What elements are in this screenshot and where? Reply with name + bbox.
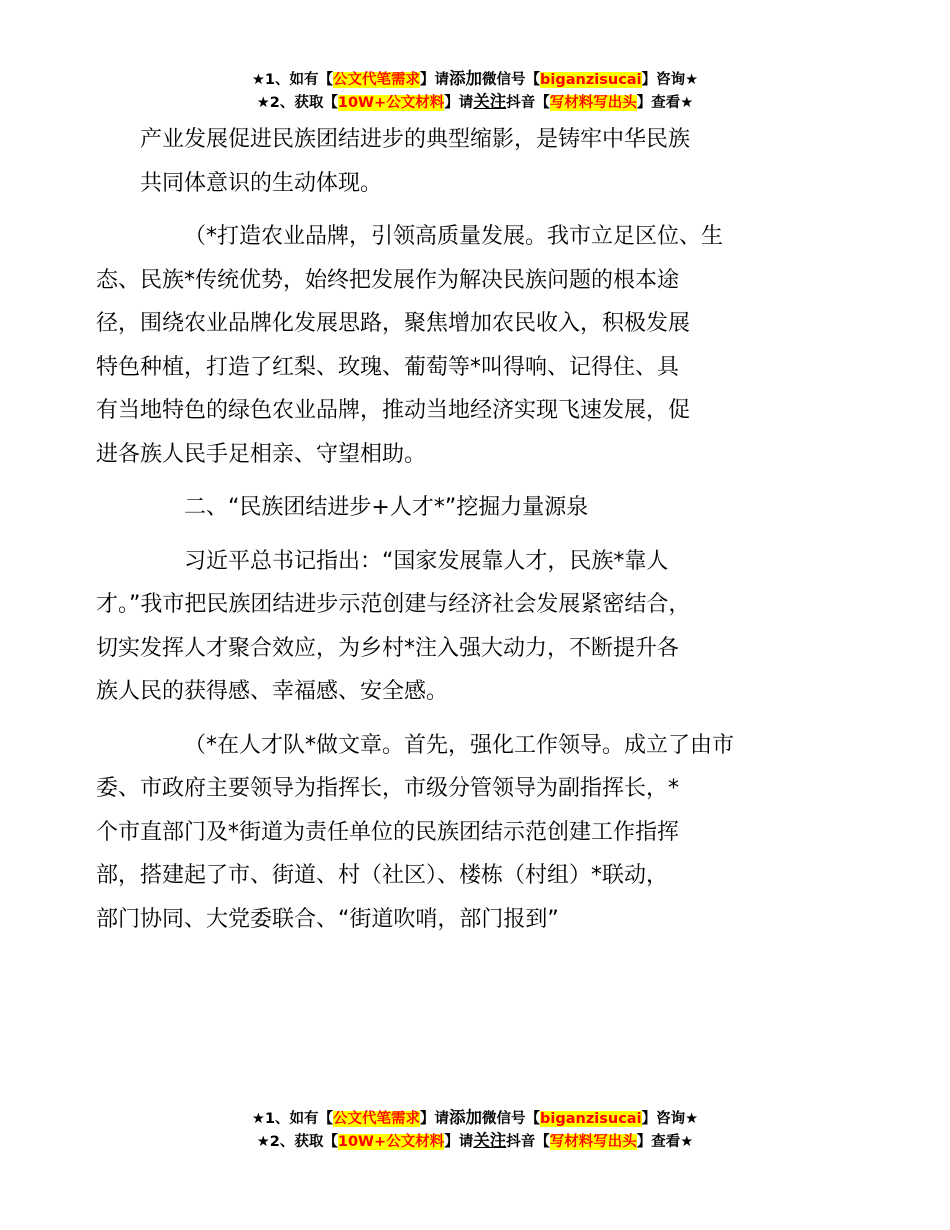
paragraph: （*在人才队*做文章。首先，强化工作领导。成立了由市 委、市政府主要领导为指挥长，市级分管领导为副指挥长，* 个市直部门及*街道为责任单位的民族团结示范创建工作指挥 部，搭建起了市、街道、村（社区）、楼栋（村组）*联动， 部门协同、大党委联合、“街道吹哨，部门报到” <box>96 732 735 932</box>
highlight-materials: 10W+公文材料 <box>337 95 445 111</box>
highlight-materials: 10W+公文材料 <box>337 1134 445 1150</box>
banner-line-2: ★2、获取【10W+公文材料】请关注抖音【写材料写出头】查看★ <box>256 1131 694 1150</box>
section-heading: 二、“民族团结进步+人才*”挖掘力量源泉 <box>184 495 589 520</box>
highlight-douyin: 写材料写出头 <box>549 1134 637 1150</box>
highlight-douyin: 写材料写出头 <box>549 95 637 111</box>
highlight-wechat-id: biganzisucai <box>540 1111 642 1127</box>
banner-line-1: ★1、如有【公文代笔需求】请添加微信号【biganzisucai】咨询★ <box>251 1108 699 1127</box>
highlight-service: 公文代笔需求 <box>333 72 421 88</box>
header-banner <box>0 68 950 114</box>
banner-line-2: ★2、获取【10W+公文材料】请关注抖音【写材料写出头】查看★ <box>256 92 694 111</box>
highlight-wechat-id: biganzisucai <box>540 72 642 88</box>
paragraph: 习近平总书记指出：“国家发展靠人才，民族*靠人 才。”我市把民族团结进步示范创建与经济社会发展紧密结合， 切实发挥人才聚合效应，为乡村*注入强大动力，不断提升各 族人民的获得感、幸福感、安全感。 <box>96 548 691 704</box>
document-body <box>96 118 840 951</box>
paragraph: 产业发展促进民族团结进步的典型缩影，是铸牢中华民族 共同体意识的生动体现。 <box>140 127 691 196</box>
highlight-service: 公文代笔需求 <box>333 1111 421 1127</box>
paragraph: （*打造农业品牌，引领高质量发展。我市立足区位、生 态、民族*传统优势，始终把发展作为解决民族问题的根本途 径，围绕农业品牌化发展思路，聚焦增加农民收入，积极发展 特色种植，打造了红梨、玫瑰、葡萄等*叫得响、记得住、具 有当地特色的绿色农业品牌，推动当地经济实现飞速发展，促 进各族人民手足相亲、守望相助。 <box>96 224 724 467</box>
banner-line-1: ★1、如有【公文代笔需求】请添加微信号【biganzisucai】咨询★ <box>251 69 699 88</box>
footer-banner <box>0 1107 950 1153</box>
